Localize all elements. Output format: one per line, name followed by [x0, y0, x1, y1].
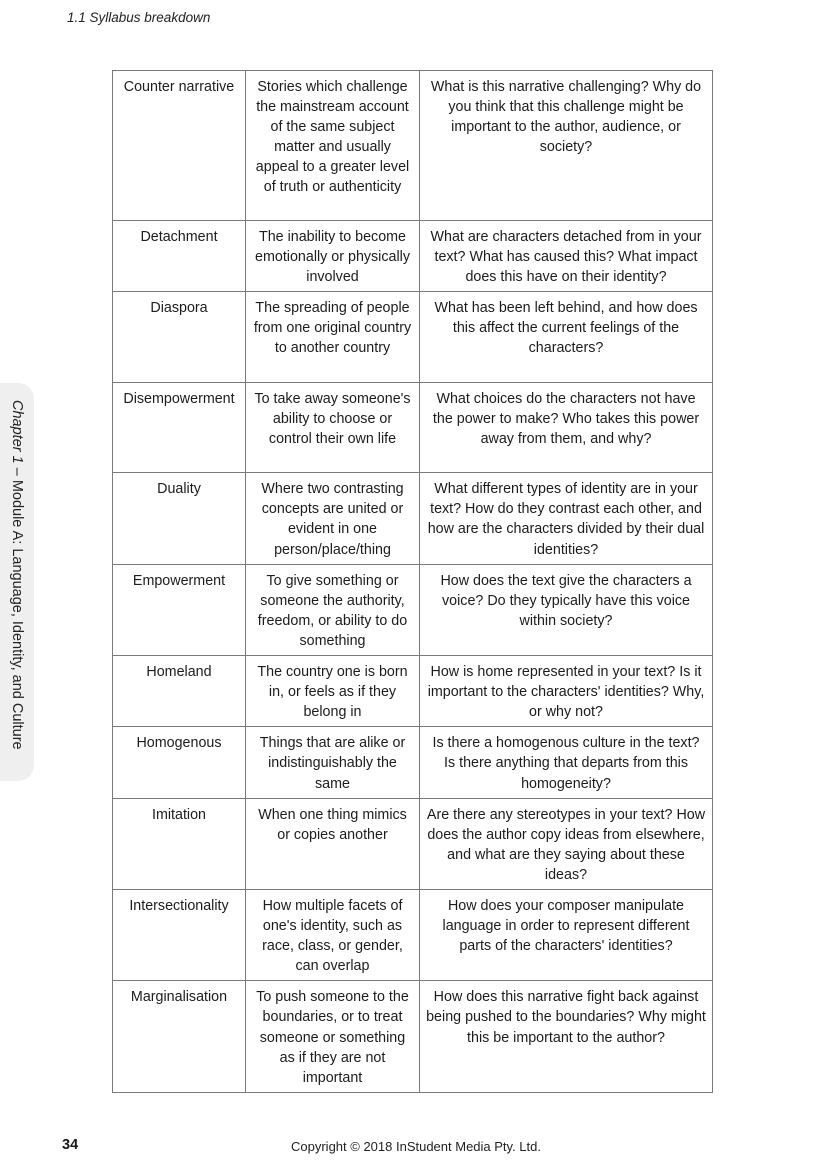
cell-question: How is home represented in your text? Is it important to the characters' identities? Why, or why not?: [420, 656, 713, 727]
table-row: [113, 656, 713, 727]
table-row: [113, 889, 713, 980]
cell-term: Marginalisation: [113, 981, 246, 1092]
cell-term: Intersectionality: [113, 889, 246, 980]
cell-definition: To give something or someone the authority, freedom, or ability to do something: [246, 564, 420, 655]
syllabus-terms-table: [112, 70, 713, 1093]
cell-definition: The inability to become emotionally or physically involved: [246, 221, 420, 292]
chapter-side-tab-label: [9, 400, 25, 750]
copyright-notice: Copyright © 2018 InStudent Media Pty. Ltd.: [291, 1139, 541, 1154]
cell-term: Detachment: [113, 221, 246, 292]
cell-question: What different types of identity are in your text? How do they contrast each other, and how are the characters divided by their dual identities?: [420, 473, 713, 564]
cell-term: Counter narrative: [113, 71, 246, 221]
cell-question: What is this narrative challenging? Why do you think that this challenge might be important to the author, audience, or society?: [420, 71, 713, 221]
cell-question: How does the text give the characters a voice? Do they typically have this voice within society?: [420, 564, 713, 655]
cell-definition: How multiple facets of one's identity, such as race, class, or gender, can overlap: [246, 889, 420, 980]
cell-question: What are characters detached from in your text? What has caused this? What impact does this have on their identity?: [420, 221, 713, 292]
cell-definition: The spreading of people from one original country to another country: [246, 292, 420, 383]
table-row: [113, 71, 713, 221]
cell-question: What choices do the characters not have the power to make? Who takes this power away from them, and why?: [420, 383, 713, 473]
cell-question: What has been left behind, and how does this affect the current feelings of the characters?: [420, 292, 713, 383]
cell-definition: The country one is born in, or feels as if they belong in: [246, 656, 420, 727]
table-row: [113, 798, 713, 889]
cell-definition: To push someone to the boundaries, or to treat someone or something as if they are not important: [246, 981, 420, 1092]
table-row: [113, 727, 713, 798]
cell-question: How does this narrative fight back against being pushed to the boundaries? Why might this be important to the author?: [420, 981, 713, 1092]
cell-definition: Where two contrasting concepts are united or evident in one person/place/thing: [246, 473, 420, 564]
chapter-number: Chapter 1: [9, 400, 25, 464]
module-title: Module A: Language, Identity, and Culture: [9, 479, 25, 750]
cell-term: Imitation: [113, 798, 246, 889]
cell-term: Disempowerment: [113, 383, 246, 473]
cell-definition: To take away someone's ability to choose or control their own life: [246, 383, 420, 473]
table-row: [113, 473, 713, 564]
table-row: [113, 564, 713, 655]
cell-term: Duality: [113, 473, 246, 564]
cell-question: Is there a homogenous culture in the text? Is there anything that departs from this homogeneity?: [420, 727, 713, 798]
table-body: [113, 71, 713, 1093]
cell-term: Homogenous: [113, 727, 246, 798]
cell-definition: Things that are alike or indistinguishably the same: [246, 727, 420, 798]
cell-definition: When one thing mimics or copies another: [246, 798, 420, 889]
cell-question: Are there any stereotypes in your text? How does the author copy ideas from elsewhere, and what are they saying about these ideas?: [420, 798, 713, 889]
cell-question: How does your composer manipulate language in order to represent different parts of the characters' identities?: [420, 889, 713, 980]
running-head: 1.1 Syllabus breakdown: [67, 10, 211, 25]
cell-definition: Stories which challenge the mainstream account of the same subject matter and usually appeal to a greater level of truth or authenticity: [246, 71, 420, 221]
cell-term: Homeland: [113, 656, 246, 727]
page-number: 34: [62, 1137, 79, 1153]
table-row: [113, 221, 713, 292]
table-row: [113, 383, 713, 473]
table-row: [113, 292, 713, 383]
chapter-dash: –: [9, 463, 25, 480]
table-row: [113, 981, 713, 1092]
cell-term: Diaspora: [113, 292, 246, 383]
cell-term: Empowerment: [113, 564, 246, 655]
